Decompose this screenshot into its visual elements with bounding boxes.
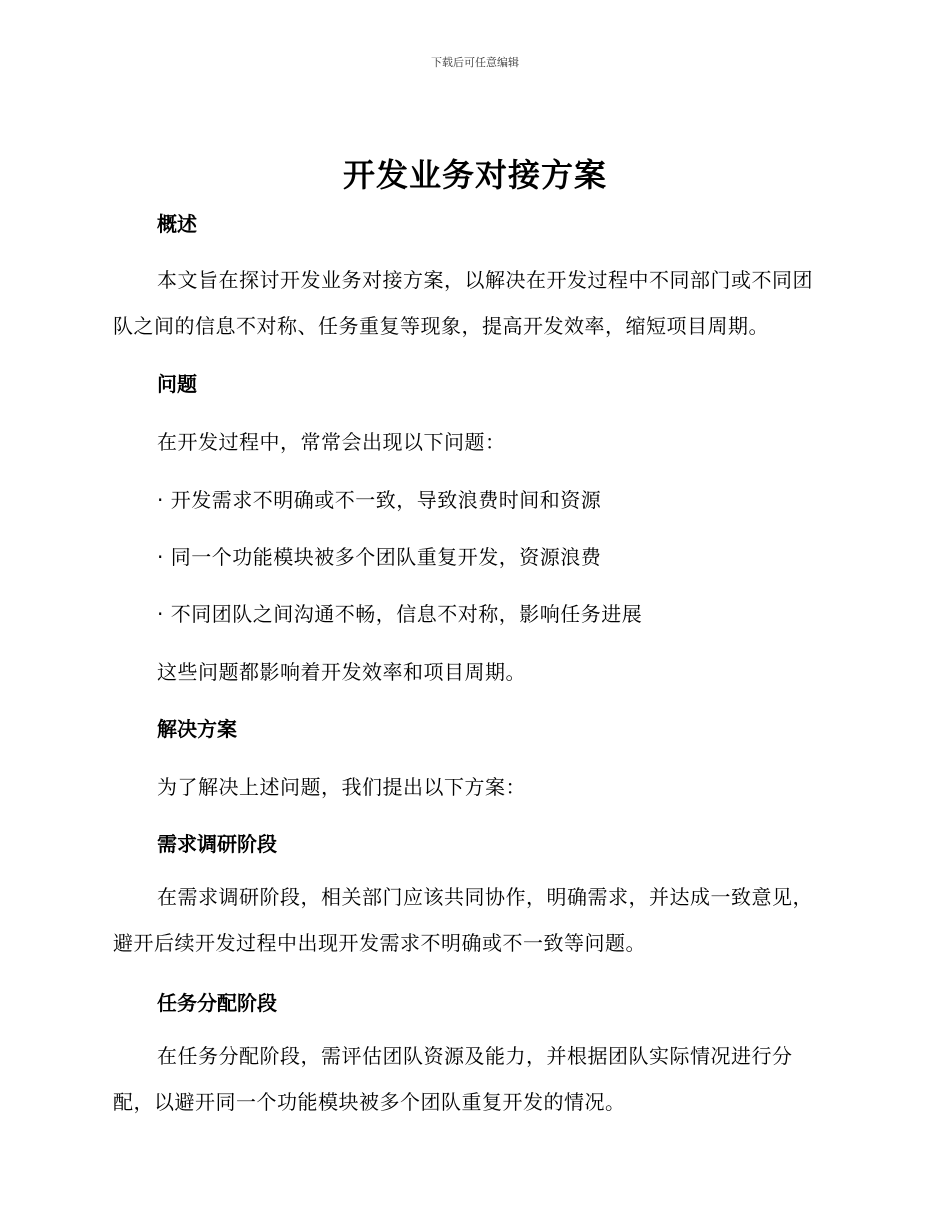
overview-heading: 概述 xyxy=(157,212,197,236)
problem-summary: 这些问题都影响着开发效率和项目周期。 xyxy=(157,660,526,684)
problem-item: · 开发需求不明确或不一致，导致浪费时间和资源 xyxy=(157,488,602,512)
overview-paragraph: 本文旨在探讨开发业务对接方案，以解决在开发过程中不同部门或不同团队之间的信息不对称、任务重复等现象，提高开发效率，缩短项目周期。 xyxy=(113,268,813,338)
problem-item: · 不同团队之间沟通不畅，信息不对称，影响任务进展 xyxy=(157,602,643,626)
problem-item: · 同一个功能模块被多个团队重复开发，资源浪费 xyxy=(157,545,602,569)
assign-heading: 任务分配阶段 xyxy=(157,991,277,1015)
research-heading: 需求调研阶段 xyxy=(157,832,277,856)
header-note: 下载后可任意编辑 xyxy=(431,56,519,69)
document-title: 开发业务对接方案 xyxy=(342,156,607,194)
problem-intro: 在开发过程中，常常会出现以下问题： xyxy=(157,430,506,454)
solution-intro: 为了解决上述问题，我们提出以下方案： xyxy=(157,775,526,799)
solution-heading: 解决方案 xyxy=(157,717,237,741)
assign-paragraph: 在任务分配阶段，需评估团队资源及能力，并根据团队实际情况进行分配，以避开同一个功能模块被多个团队重复开发的情况。 xyxy=(113,1044,793,1114)
research-paragraph: 在需求调研阶段，相关部门应该共同协作，明确需求，并达成一致意见，避开后续开发过程中出现开发需求不明确或不一致等问题。 xyxy=(113,885,813,955)
problem-heading: 问题 xyxy=(157,372,197,396)
